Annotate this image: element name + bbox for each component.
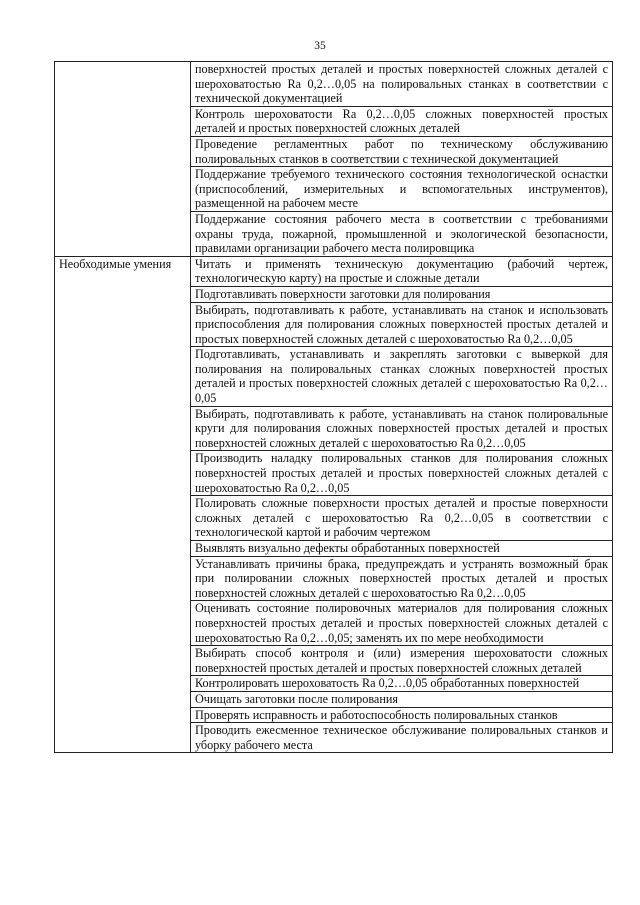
empty-label-cell	[55, 62, 191, 257]
table-cell	[191, 691, 613, 707]
cell-text: Выбирать способ контроля и (или) измерения шероховатости сложных поверхностей простых деталей и простых поверхностей сложных деталей	[195, 646, 608, 675]
table-cell	[191, 556, 613, 601]
table-cell	[191, 406, 613, 451]
table-row	[55, 256, 613, 286]
table-cell	[191, 723, 613, 753]
section-label: Необходимые умения	[59, 256, 172, 271]
table-cell	[191, 256, 613, 286]
cell-text: Подготавливать поверхности заготовки для полирования	[195, 286, 491, 301]
table-cell	[191, 167, 613, 212]
cell-text: Устанавливать причины брака, предупреждать и устранять возможный брак при полировании сложных поверхностей простых деталей и простых поверхностей сложных деталей с шероховатостью Ra 0,2…0,05	[195, 556, 608, 600]
cell-text: Оценивать состояние полировочных материалов для полирования сложных поверхностей простых деталей и простых поверхностей сложных деталей с шероховатостью Ra 0,2…0,05; заменять их по мере необходимости	[195, 601, 608, 645]
table-cell	[191, 496, 613, 541]
cell-text: Выбирать, подготавливать к работе, устанавливать на станок полировальные круги для полирования сложных поверхностей простых деталей и простых поверхностей сложных деталей с шероховатостью Ra 0,2…0,05	[195, 406, 608, 450]
cell-text: Поддержание состояния рабочего места в соответствии с требованиями охраны труда, пожарной, промышленной и экологической безопасности, правилами организации рабочего места полировщика	[195, 211, 608, 256]
cell-text: Очищать заготовки после полирования	[195, 691, 398, 706]
table-cell	[191, 707, 613, 723]
cell-text: Полировать сложные поверхности простых деталей и простые поверхности сложных деталей с шероховатостью Ra 0,2…0,05 в соответствии с технологической картой и рабочим чертежом	[195, 496, 608, 540]
table-cell	[191, 211, 613, 256]
cell-text: Поддержание требуемого технического состояния технологической оснастки (приспособлений, измерительных и вспомогательных инструментов), размещенной на рабочем месте	[195, 167, 608, 211]
cell-text: Контролировать шероховатость Ra 0,2…0,05 обработанных поверхностей	[195, 676, 580, 691]
cell-text: Выбирать, подготавливать к работе, устанавливать на станок и использовать приспособления для полирования сложных поверхностей простых деталей и простых поверхностей сложных деталей с шероховатостью Ra 0,2…0,05	[195, 302, 608, 346]
cell-text: Выявлять визуально дефекты обработанных поверхностей	[195, 541, 500, 555]
cell-text: Проведение регламентных работ по техническому обслуживанию полировальных станков в соответствии с технической документацией	[195, 136, 608, 166]
table-cell	[191, 286, 613, 302]
cell-text: Производить наладку полировальных станков для полирования сложных поверхностей простых деталей и простых поверхностей сложных деталей с шероховатостью Ra 0,2…0,05	[195, 451, 608, 495]
cell-text: Подготавливать, устанавливать и закреплять заготовки с выверкой для полирования на полировальных станках сложных поверхностей простых деталей и простых поверхностей сложных деталей с шероховатостью Ra 0,2…0,05	[195, 347, 608, 406]
table-cell	[191, 106, 613, 136]
table-cell	[191, 541, 613, 557]
table-cell	[191, 676, 613, 692]
table-row	[55, 62, 613, 107]
table-cell	[191, 646, 613, 676]
table-cell	[191, 62, 613, 107]
requirements-table	[54, 61, 613, 753]
cell-text: Проводить ежесменное техническое обслуживание полировальных станков и уборку рабочего места	[195, 723, 608, 752]
section-label-cell	[55, 256, 191, 753]
table-cell	[191, 601, 613, 646]
page-number: 35	[314, 40, 326, 52]
cell-text: поверхностей простых деталей и простых поверхностей сложных деталей с шероховатостью Ra 0,2…0,05 на полировальных станках в соответствии с технической документацией	[195, 62, 608, 106]
cell-text: Проверять исправность и работоспособность полировальных станков	[195, 707, 558, 722]
table-cell	[191, 302, 613, 347]
cell-text: Контроль шероховатости Ra 0,2…0,05 сложных поверхностей простых деталей и простых поверхностей сложных деталей	[195, 106, 608, 136]
cell-text: Читать и применять техническую документацию (рабочий чертеж, технологическую карту) на простые и сложные детали	[195, 256, 608, 286]
table-cell	[191, 136, 613, 166]
table-cell	[191, 347, 613, 406]
table-cell	[191, 451, 613, 496]
